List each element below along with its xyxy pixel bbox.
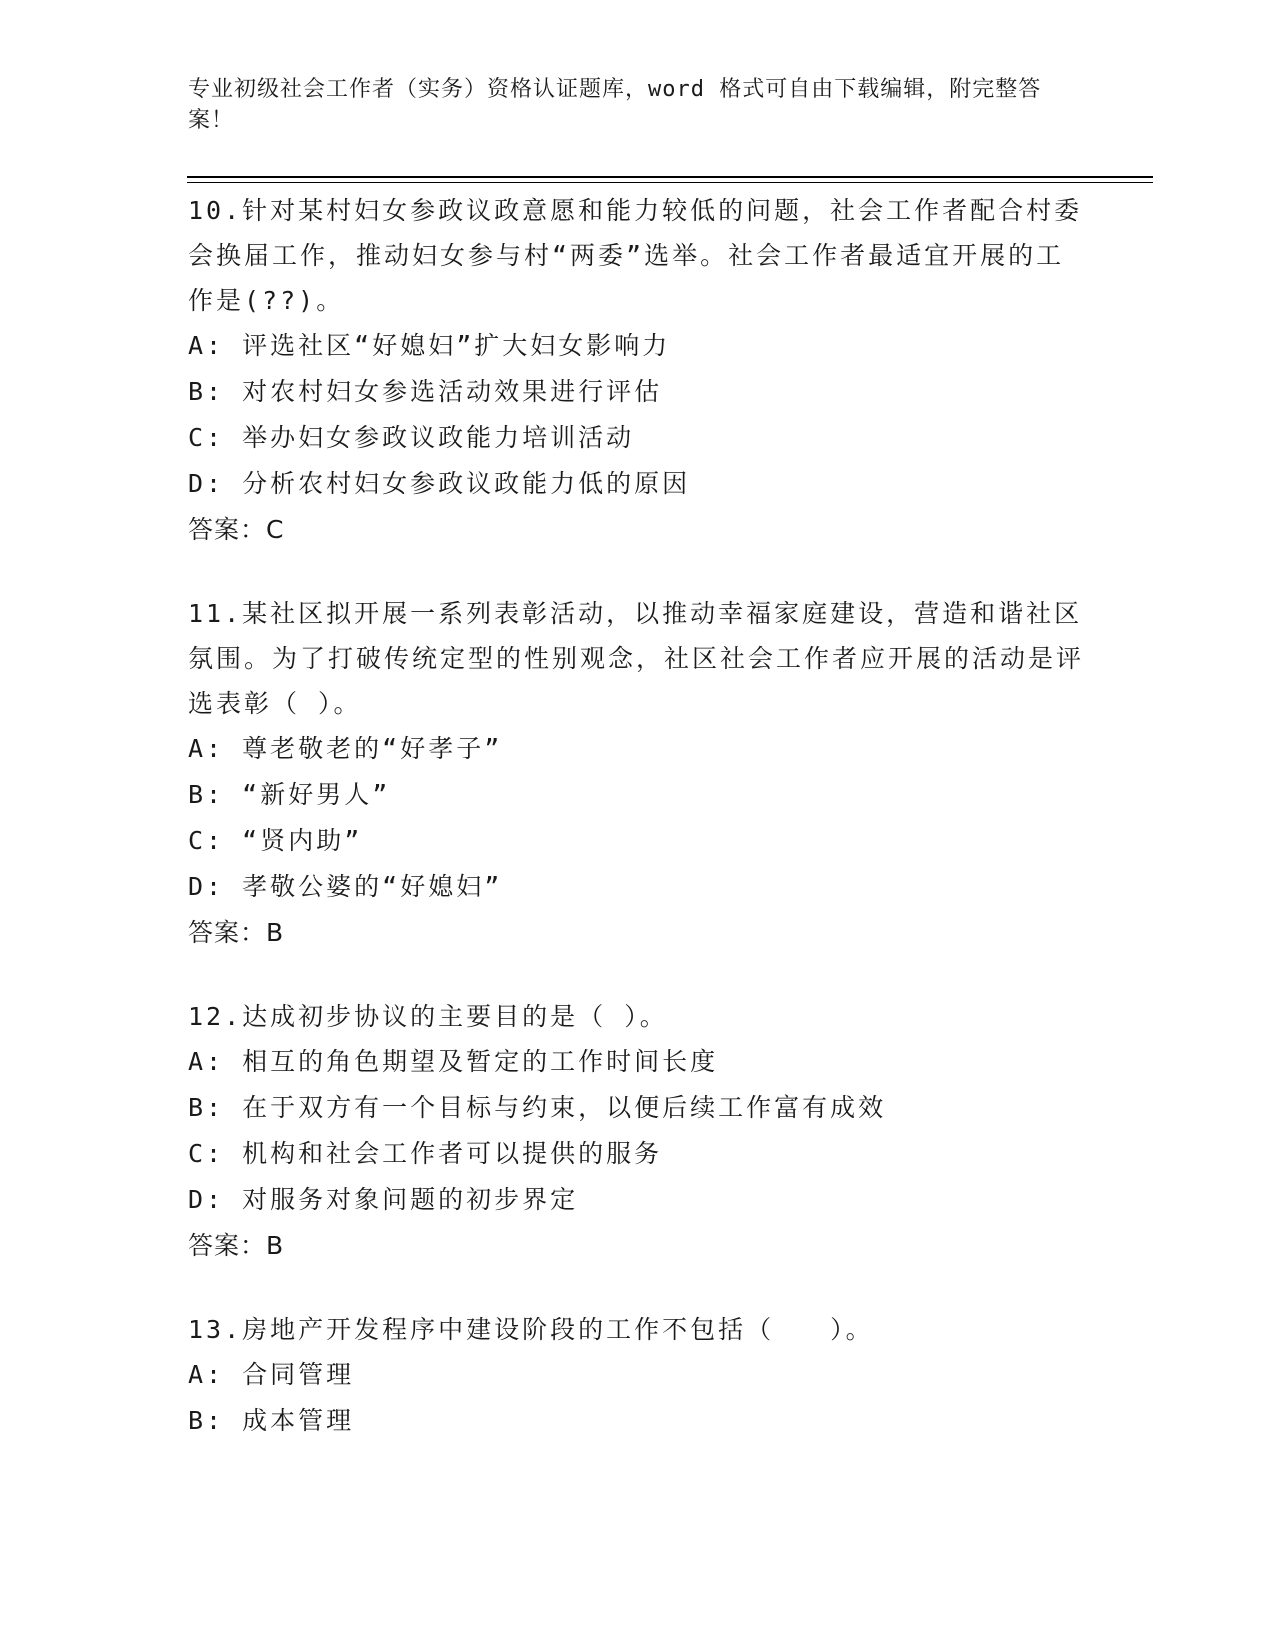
option-a: A: 尊老敬老的“好孝子” xyxy=(188,734,503,763)
question-stem: 13.房地产开发程序中建设阶段的工作不包括（ ）。 xyxy=(188,1315,874,1344)
answer: 答案：B xyxy=(188,918,285,947)
option-c: C: 机构和社会工作者可以提供的服务 xyxy=(188,1139,663,1168)
question-list xyxy=(188,188,1088,1482)
option-d: D: 对服务对象问题的初步界定 xyxy=(188,1185,579,1214)
option-c: C: “贤内助” xyxy=(188,826,363,855)
question-stem: 12.达成初步协议的主要目的是（ ）。 xyxy=(188,1002,668,1031)
answer: 答案：C xyxy=(188,515,285,544)
option-a: A: 相互的角色期望及暂定的工作时间长度 xyxy=(188,1047,719,1076)
option-b: B: 成本管理 xyxy=(188,1406,355,1435)
option-b: B: “新好男人” xyxy=(188,780,391,809)
option-a: A: 评选社区“好媳妇”扩大妇女影响力 xyxy=(188,331,671,360)
option-c: C: 举办妇女参政议政能力培训活动 xyxy=(188,423,635,452)
header-rule-thick xyxy=(187,176,1153,178)
option-b: B: 在于双方有一个目标与约束，以便后续工作富有成效 xyxy=(188,1093,887,1122)
option-d: D: 孝敬公婆的“好媳妇” xyxy=(188,872,503,901)
option-a: A: 合同管理 xyxy=(188,1360,355,1389)
question-10 xyxy=(188,188,1088,553)
question-stem: 10.针对某村妇女参政议政意愿和能力较低的问题，社会工作者配合村委会换届工作，推动妇女参与村“两委”选举。社会工作者最适宜开展的工作是(??)。 xyxy=(188,196,1083,315)
question-11 xyxy=(188,591,1088,956)
question-12 xyxy=(188,994,1088,1269)
question-stem: 11.某社区拟开展一系列表彰活动，以推动幸福家庭建设，营造和谐社区氛围。为了打破传统定型的性别观念，社区社会工作者应开展的活动是评选表彰（ ）。 xyxy=(188,599,1085,718)
header-rule-thin xyxy=(187,182,1153,183)
document-header: 专业初级社会工作者（实务）资格认证题库，word 格式可自由下载编辑，附完整答案！ xyxy=(188,77,1042,133)
answer: 答案：B xyxy=(188,1231,285,1260)
option-d: D: 分析农村妇女参政议政能力低的原因 xyxy=(188,469,691,498)
option-b: B: 对农村妇女参选活动效果进行评估 xyxy=(188,377,663,406)
question-13 xyxy=(188,1307,1088,1444)
